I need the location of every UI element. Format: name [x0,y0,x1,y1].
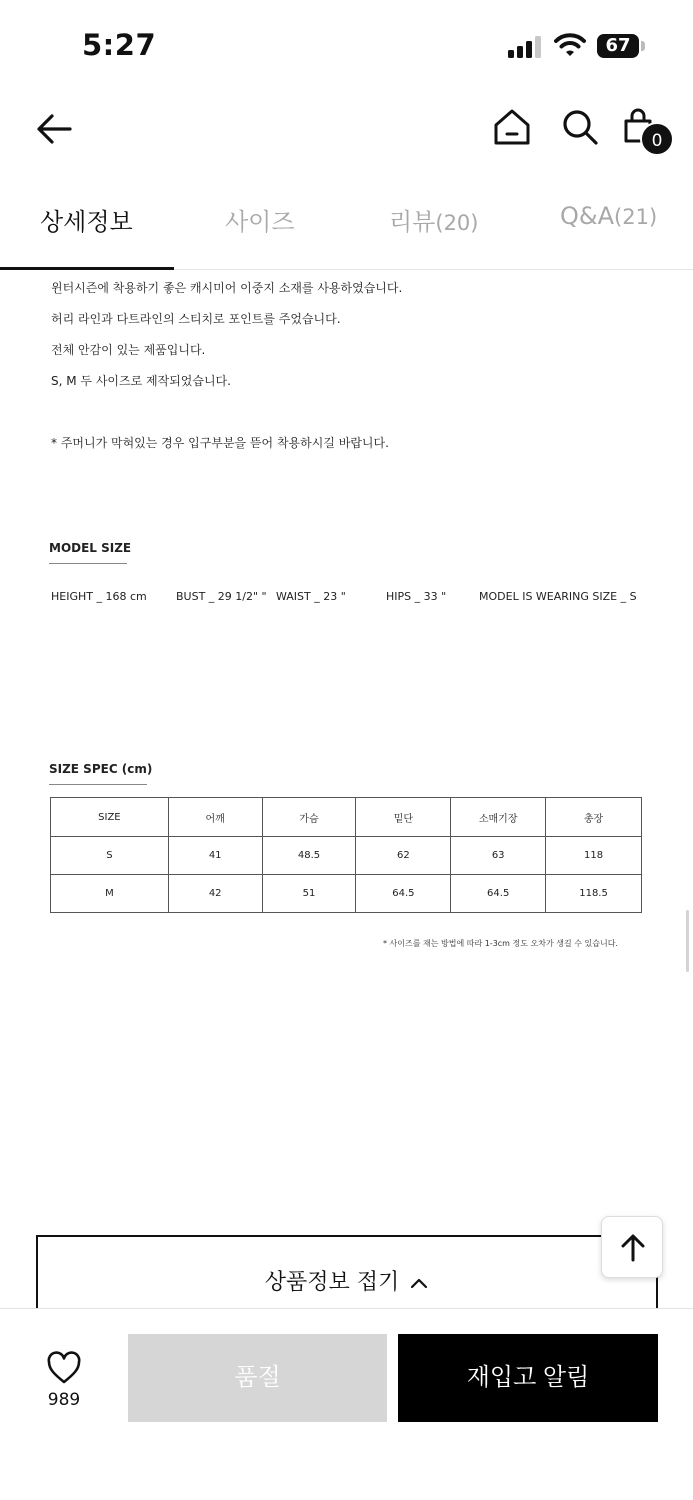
scroll-to-top-button[interactable] [601,1216,663,1278]
tab-count: (21) [614,205,658,229]
home-icon[interactable] [492,107,532,147]
soldout-button[interactable]: 품절 [128,1334,387,1422]
like-count: 989 [47,1390,81,1410]
back-arrow-icon[interactable] [34,109,74,149]
tab-reviews[interactable] [389,202,478,237]
product-description [51,278,402,402]
table-header-row [51,798,642,837]
header-cell: 가슴 [262,798,356,837]
battery-tip [641,41,645,51]
header-cell: 총장 [546,798,642,837]
collapse-label: 상품정보 접기 [264,1270,400,1295]
description-line: 허리 라인과 다트라인의 스티치로 포인트를 주었습니다. [51,312,341,326]
status-bar [0,0,693,90]
detail-tabs [0,190,693,270]
collapse-label-wrap [38,1265,656,1296]
active-tab-indicator [0,267,174,270]
header-cell: SIZE [51,798,169,837]
size-spec-title: SIZE SPEC (cm) [49,762,147,785]
bottom-action-bar [0,1308,693,1500]
table-row [51,875,642,913]
tab-size[interactable] [225,202,295,237]
model-bust: BUST _ 29 1/2" " [176,590,267,603]
model-waist: WAIST _ 23 " [276,590,346,603]
arrow-up-icon [619,1233,647,1263]
table-cell: S [51,837,169,875]
description-line: 전체 안감이 있는 제품입니다. [51,343,206,357]
nav-bar [0,95,693,165]
restock-alert-button[interactable]: 재입고 알림 [398,1334,658,1422]
model-hips: HIPS _ 33 " [386,590,447,603]
table-cell: 63 [451,837,546,875]
description-line: 윈터시즌에 착용하기 좋은 캐시미어 이중지 소재를 사용하였습니다. [51,281,403,295]
wifi-icon [554,32,586,58]
table-cell: 48.5 [262,837,356,875]
search-icon[interactable] [560,107,600,147]
battery-icon: 67 [597,34,639,58]
table-cell: 42 [168,875,262,913]
model-height: HEIGHT _ 168 cm [51,590,147,603]
tab-qna[interactable] [560,202,657,230]
header-cell: 소매기장 [451,798,546,837]
table-cell: 64.5 [451,875,546,913]
size-measurement-note: * 사이즈를 재는 방법에 따라 1-3cm 정도 오차가 생길 수 있습니다. [383,939,618,948]
tab-label: 리뷰 [389,208,436,236]
heart-icon[interactable] [46,1351,82,1385]
tab-label: 사이즈 [225,208,295,236]
header-cell: 어깨 [168,798,262,837]
table-cell: M [51,875,169,913]
table-cell: 118 [546,837,642,875]
cellular-signal-icon [508,34,542,58]
tab-count: (20) [435,211,479,235]
status-time: 5:27 [82,28,157,62]
model-wearing-size: MODEL IS WEARING SIZE _ S [479,590,637,603]
table-cell: 64.5 [356,875,451,913]
model-size-title: MODEL SIZE [49,541,127,564]
size-spec-table [50,797,642,913]
pocket-note: * 주머니가 막혀있는 경우 입구부분을 뜯어 착용하시길 바랍니다. [51,436,389,450]
table-cell: 118.5 [546,875,642,913]
tab-label: Q&A [560,202,615,230]
tab-details[interactable] [40,202,133,237]
scrollbar[interactable] [686,910,689,972]
description-line: S, M 두 사이즈로 제작되었습니다. [51,374,231,388]
chevron-up-icon [409,1273,429,1293]
header-cell: 밑단 [356,798,451,837]
table-cell: 41 [168,837,262,875]
table-cell: 62 [356,837,451,875]
table-cell: 51 [262,875,356,913]
cart-count-badge: 0 [640,122,674,156]
tab-label: 상세정보 [40,208,133,236]
table-row [51,837,642,875]
